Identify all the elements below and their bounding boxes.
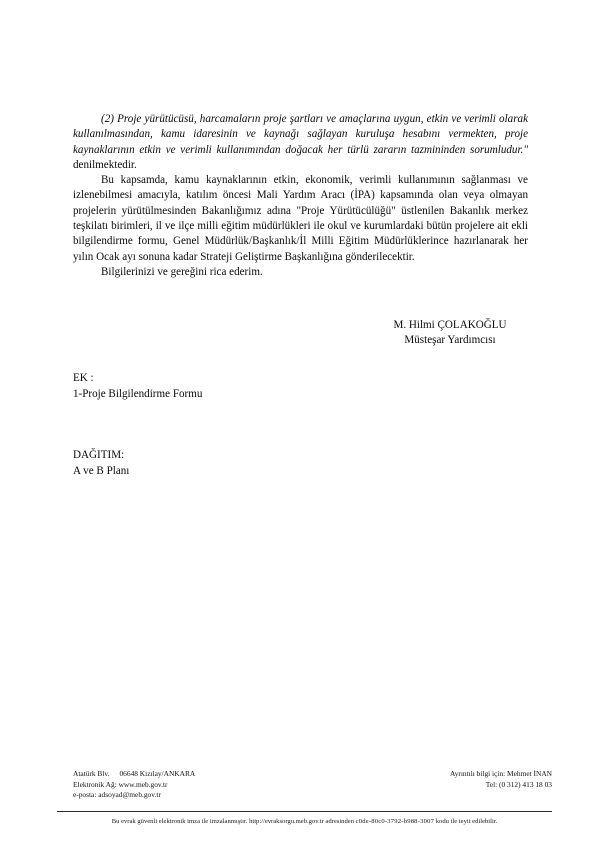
footer-contact-person: Ayrıntılı bilgi için: Mehmet İNAN — [450, 769, 552, 778]
footer-phone: Tel: (0 312) 413 18 03 — [485, 779, 552, 789]
quoted-regulation-paragraph — [73, 112, 528, 173]
attachment-block — [73, 371, 202, 402]
quoted-regulation-text: (2) Proje yürütücüsü, harcamaların proje şartları ve amaçlarına uygun, etkin ve verimli olarak kullanılmasından, kamu idaresinin ve kaynağı sağlayan kuruluşa hesabını vermekten, proje kaynaklarının etkin ve verimli kullanımından doğacak her türlü zararın tazmininden sorumludur." — [73, 113, 528, 156]
footer-address-line — [73, 769, 195, 780]
verification-prefix: Bu evrak güvenli elektronik imza ile imzalanmıştır. http://evraksorgu.meb.gov.tr adresinden — [111, 818, 354, 825]
distribution-heading: DAĞITIM: — [73, 449, 125, 461]
distribution-item: A ve B Planı — [73, 464, 130, 477]
letter-body — [73, 112, 528, 280]
footer-email-value[interactable]: adsoyad@meb.gov.tr — [98, 790, 161, 800]
signatory-title: Müsteşar Yardımcısı — [404, 334, 496, 347]
footer-web-value[interactable]: www.meb.gov.tr — [118, 779, 168, 789]
footer-email-label: e-posta: — [73, 790, 97, 800]
footer-web-label: Elektronik Ağ: — [73, 779, 117, 789]
closing-paragraph: Bilgilerinizi ve gereğini rica ederim. — [101, 265, 263, 278]
distribution-block — [73, 448, 129, 479]
verification-code: c0de-80c0-3792-b988-3007 — [355, 818, 435, 825]
main-paragraph: Bu kapsamda, kamu kaynaklarının etkin, ekonomik, verimli kullanımının sağlanması ve izlenebilmesi amacıyla, katılım öncesi Mali Yardım Aracı (İPA) kapsamında olan veya olmayan projelerin yürütülmesinden Bakanlığımız adına "Proje Yürütücülüğü" üstlenilen Bakanlık merkez teşkilatı birimleri, il ve ilçe milli eğitim müdürlükleri ile okul ve kurumlardaki bütün projelere ait ekli bilgilendirme formu, Genel Müdürlük/Başkanlık/İl Milli Eğitim Müdürlüklerince hazırlanarak her yılın Ocak ayı sonuna kadar Strateji Geliştirme Başkanlığına gönderilecektir. — [73, 174, 528, 263]
footer-divider — [57, 811, 552, 812]
signature-block — [355, 318, 545, 349]
footer-web-line — [73, 780, 195, 791]
footer-address-city: 06648 Kızılay/ANKARA — [119, 769, 196, 778]
signatory-name: M. Hilmi ÇOLAKOĞLU — [393, 319, 507, 331]
verification-suffix: kodu ile teyit edilebilir. — [435, 818, 498, 825]
attachment-heading: EK : — [73, 372, 94, 384]
quoted-regulation-trailing: denilmektedir. — [73, 158, 137, 171]
footer-contact-left — [73, 769, 195, 801]
footer-contact-right — [300, 769, 552, 790]
electronic-signature-verification — [57, 817, 552, 826]
footer-email-line — [73, 790, 195, 801]
attachment-item: 1-Proje Bilgilendirme Formu — [73, 387, 203, 400]
footer-address-street: Atatürk Blv. — [73, 769, 110, 778]
